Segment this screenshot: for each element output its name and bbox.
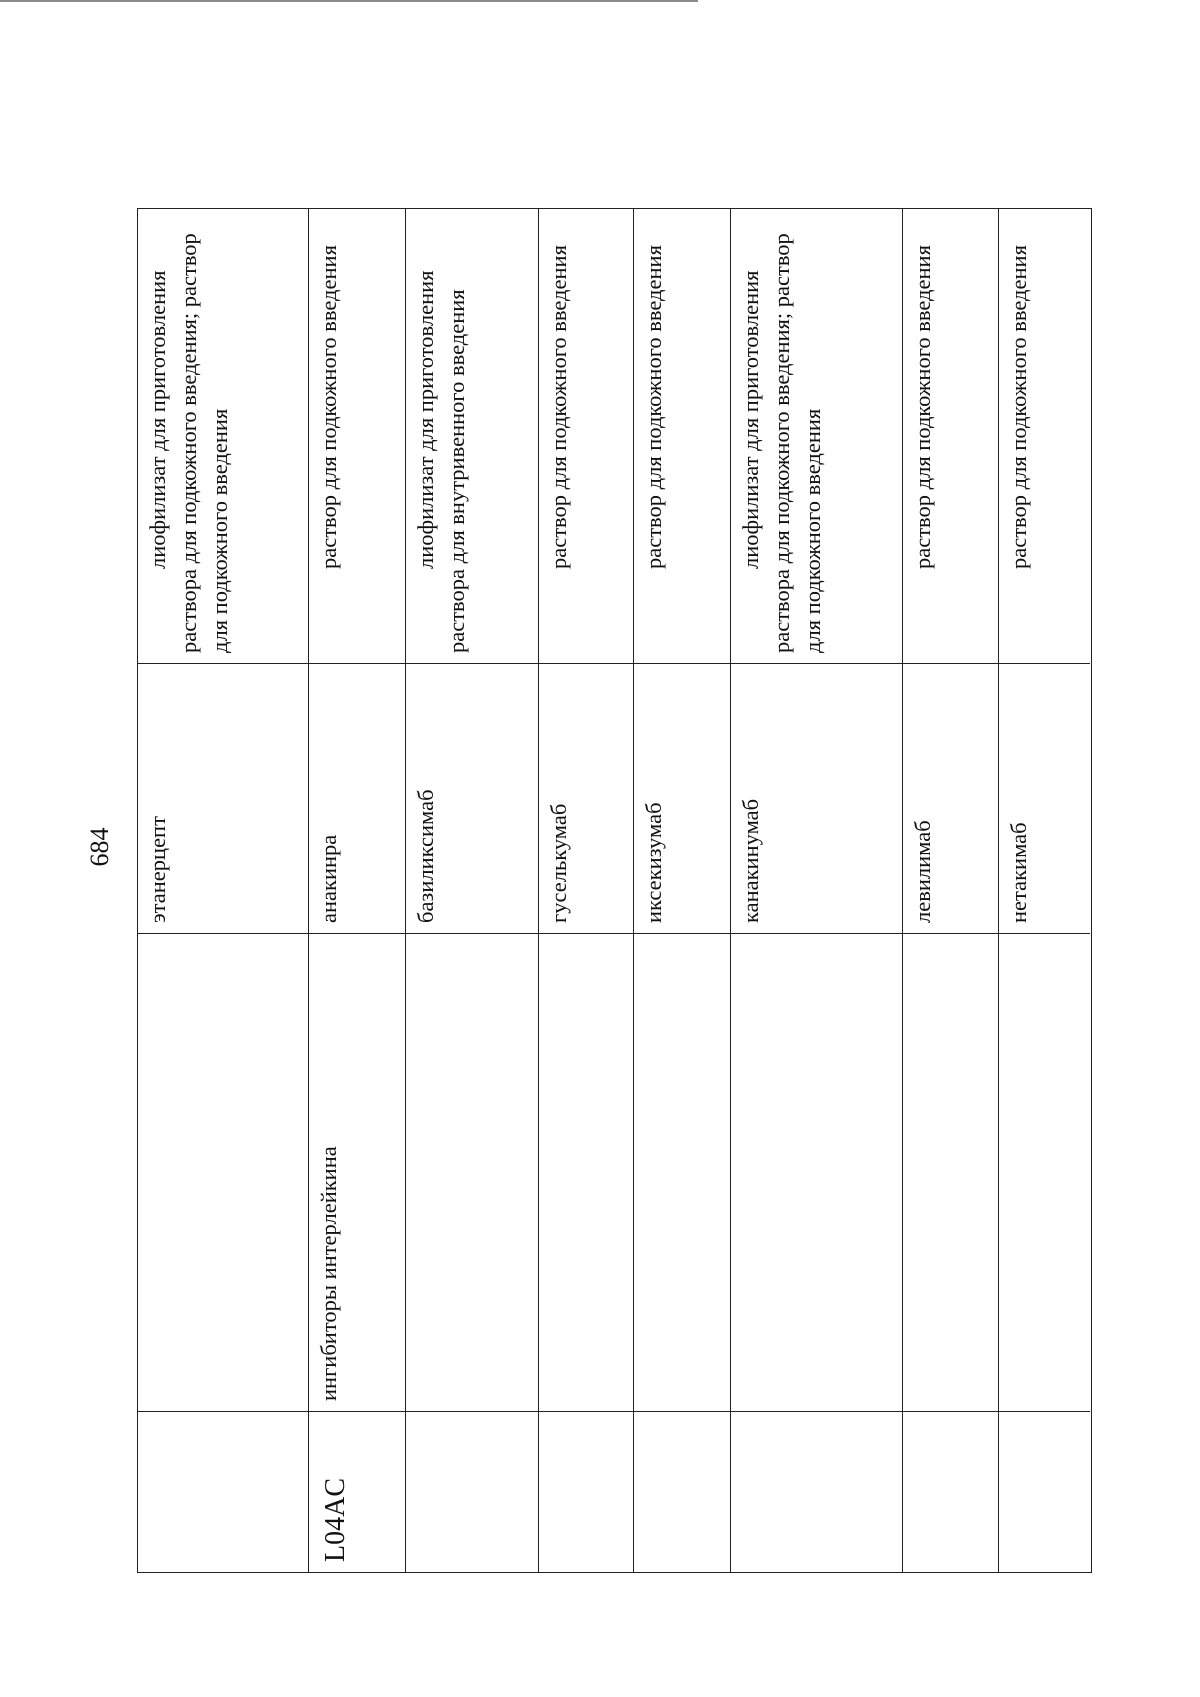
table-row bbox=[538, 209, 633, 1572]
atc-code-cell bbox=[406, 1412, 538, 1572]
atc-code-cell: L04AC bbox=[320, 1478, 351, 1562]
group-name-cell bbox=[634, 934, 730, 1412]
table-row bbox=[730, 209, 902, 1572]
substance-cell: иксекизумаб bbox=[634, 664, 730, 934]
substance-cell: канакинумаб bbox=[731, 664, 902, 934]
substance-cell: левилимаб bbox=[903, 664, 998, 934]
substance-cell: нетакимаб bbox=[999, 664, 1090, 934]
table-row bbox=[902, 209, 998, 1572]
atc-code-cell bbox=[903, 1412, 998, 1572]
substance-cell: этанерцепт bbox=[138, 664, 308, 934]
rotated-table-wrapper bbox=[137, 208, 1092, 1573]
substance-cell: анакинра bbox=[309, 664, 405, 934]
table-row bbox=[308, 209, 405, 1572]
atc-code-cell bbox=[539, 1412, 633, 1572]
dosage-form-cell: раствор для подкожного введения bbox=[539, 207, 633, 664]
table-row bbox=[405, 209, 538, 1572]
group-name-cell bbox=[903, 934, 998, 1412]
table-row bbox=[138, 209, 308, 1572]
drug-table bbox=[137, 208, 1092, 1573]
substance-cell: базиликсимаб bbox=[406, 664, 538, 934]
table-row bbox=[998, 209, 1090, 1572]
group-name-cell bbox=[999, 934, 1090, 1412]
atc-code-cell bbox=[634, 1412, 730, 1572]
atc-code-cell bbox=[731, 1412, 902, 1572]
group-name-cell bbox=[138, 934, 308, 1412]
dosage-form-cell: раствор для подкожного введения bbox=[309, 207, 405, 664]
dosage-form-cell: лиофилизат для приготовления раствора для подкожного введения; раствор для подкожного введения bbox=[731, 207, 902, 664]
substance-cell: гуселькумаб bbox=[539, 664, 633, 934]
dosage-form-cell: раствор для подкожного введения bbox=[903, 207, 998, 664]
group-name-cell bbox=[539, 934, 633, 1412]
table-row bbox=[633, 209, 730, 1572]
atc-code-cell bbox=[138, 1412, 308, 1572]
dosage-form-cell: лиофилизат для приготовления раствора для подкожного введения; раствор для подкожного введения bbox=[138, 207, 308, 664]
group-name-cell bbox=[731, 934, 902, 1412]
dosage-form-cell: лиофилизат для приготовления раствора для внутривенного введения bbox=[406, 207, 538, 664]
dosage-form-cell: раствор для подкожного введения bbox=[634, 207, 730, 664]
atc-code-cell bbox=[999, 1412, 1090, 1572]
group-name-cell: ингибиторы интерлейкина bbox=[309, 934, 405, 1412]
page-number: 684 bbox=[85, 827, 114, 867]
group-name-cell bbox=[406, 934, 538, 1412]
dosage-form-cell: раствор для подкожного введения bbox=[999, 207, 1090, 664]
